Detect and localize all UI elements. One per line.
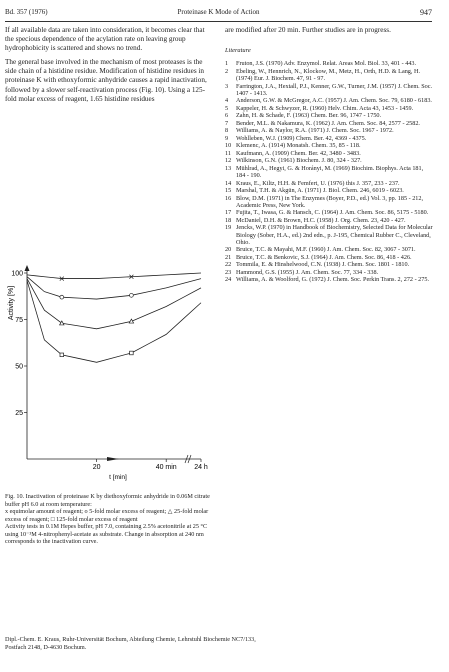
left-column (5, 26, 211, 104)
reference-text: Kappeler, H. & Schwyzer, R. (1960) Helv. Chim. Acta 43, 1453 - 1459. (236, 104, 414, 112)
reference-text: Blow, D.M. (1971) in The Enzymes (Boyer, P.D., ed.) Vol. 3, pp. 185 - 212, Academic Press, New York. (236, 194, 424, 209)
reference-text: Wohlleben, W.J. (1909) Chem. Ber. 42, 4369 - 4375. (236, 134, 367, 142)
reference-number: 17 (225, 209, 232, 217)
reference-item (225, 112, 433, 119)
reference-number: 11 (225, 149, 231, 157)
reference-number: 8 (225, 127, 229, 135)
right-column (225, 26, 433, 284)
reference-item (225, 150, 433, 157)
series-1 (27, 277, 201, 299)
reference-text: Anderson, G.W. & McGregor, A.C. (1957) J. Am. Chem. Soc. 79, 6180 - 6183. (236, 97, 432, 105)
reference-text: Klemenc, A. (1914) Monatsh. Chem. 35, 85 - 118. (236, 142, 361, 150)
literature-heading: Literature (225, 47, 251, 55)
series-line (27, 279, 201, 329)
reference-item (225, 120, 433, 127)
reference-number: 9 (225, 134, 229, 142)
reference-text: Bender, M.L. & Nakamura, K. (1962) J. Am. Chem. Soc. 84, 2577 - 2582. (236, 119, 420, 127)
reference-number: 7 (225, 119, 229, 127)
y-axis-label: Activity [%] (8, 285, 15, 321)
reference-text: Williams, A. & Woolford, G. (1972) J. Chem. Soc. Perkin Trans. 2, 272 - 275. (236, 276, 430, 284)
x-axis-unit-label: t [min] (109, 474, 127, 481)
data-point (60, 295, 64, 299)
reference-number: 18 (225, 216, 232, 224)
reference-item (225, 180, 433, 187)
reference-number: 24 (225, 276, 232, 284)
figure-caption (5, 493, 213, 546)
x-tick-label: 40 min (155, 464, 177, 471)
body-paragraph-2: The general base involved in the mechanism of most proteases is the side chain of a histidine residue. Modification of histidine residues in proteinase K with ethoxyformic anhydride causes a rapid inactivation, followed by a slower self-reactivation process (Fig. 10). Using a 125-fold molar excess of reagent, 1.65 histidine residues (5, 58, 207, 103)
reference-text: Wilkinson, G.N. (1961) Biochem. J. 80, 324 - 327. (236, 157, 362, 165)
reference-text: Tommila, E. & Hinshelwood, C.N. (1938) J. Chem. Soc. 1801 - 1810. (236, 261, 410, 269)
y-tick-label: 25 (15, 410, 23, 417)
reference-item (225, 246, 433, 253)
reference-text: Farrington, J.A., Hextall, P.J., Kenner, G.W., Turner, J.M. (1957) J. Chem. Soc. 1407 - 1413. (236, 82, 433, 97)
reference-item (225, 127, 433, 134)
reference-item (225, 195, 433, 210)
chart-tick-labels (11, 271, 208, 472)
reference-item (225, 276, 433, 283)
reference-text: Zahn, H. & Schade, F. (1963) Chem. Ber. 96, 1747 - 1750. (236, 112, 382, 120)
reference-number: 20 (225, 246, 232, 254)
address-line-1: Dipl.-Chem. E. Kraus, Ruhr-Universität Bochum, Abteilung Chemie, Lehrstuhl Biochemie NC7/133, (5, 636, 256, 643)
series-0 (27, 273, 201, 281)
data-point (60, 353, 64, 357)
reference-text: Hammond, G.S. (1955) J. Am. Chem. Soc. 77, 334 - 338. (236, 268, 379, 276)
y-tick-label: 50 (15, 363, 23, 371)
reference-text: Marshal, T.H. & Akgün, A. (1971) J. Biol. Chem. 246, 6019 - 6023. (236, 187, 404, 195)
reference-text: Fruton, J.S. (1970) Adv. Enzymol. Relat. Areas Mol. Biol. 33, 401 - 443. (236, 60, 417, 68)
page-number: 947 (420, 8, 432, 17)
caption-method: Activity tests in 0.1M Hepes buffer, pH 7.0, containing 2.5% acetonitrile at 25 °C using 10⁻³M 4-nitrophenyl-acetate as substrate. Change in absorption at 240 nm corresponds to the inactivation curve. (5, 523, 208, 545)
series-line (27, 273, 201, 279)
x-axis-arrow (107, 457, 119, 461)
running-header (5, 8, 432, 20)
address-line-2: Postfach 2148, D-4630 Bochum. (5, 643, 87, 651)
reference-number: 15 (225, 187, 232, 195)
y-tick-label: 75 (15, 317, 23, 324)
reference-number: 19 (225, 224, 232, 232)
chart-series (27, 273, 201, 362)
y-axis-arrow (25, 265, 30, 271)
reference-number: 1 (225, 60, 229, 68)
x-tick-label: 24 h (194, 464, 208, 471)
reference-list (225, 60, 433, 283)
x-tick-label: 20 (92, 464, 101, 471)
reference-item (225, 83, 433, 98)
reference-item (225, 68, 433, 83)
series-line (27, 277, 201, 299)
caption-title: Fig. 10. Inactivation of proteinase K by diethoxyformic anhydride in 0.06M citrate buffer pH 6.0 at room temperature: (5, 493, 210, 508)
reference-item (225, 217, 433, 224)
reference-number: 4 (225, 97, 229, 105)
reference-number: 5 (225, 104, 229, 112)
reference-text: Mühlrad, A., Hegyi, G. & Horányi, M. (1969) Biochim. Biophys. Acta 181, 184 - 190. (236, 164, 424, 180)
reference-number: 10 (225, 142, 232, 150)
figure-10-chart (5, 263, 215, 493)
reference-item (225, 269, 433, 276)
reference-item (225, 157, 433, 164)
reference-text: Fujita, T., Iwasa, G. & Hansch, C. (1964) J. Am. Chem. Soc. 86, 5175 - 5180. (236, 209, 429, 217)
running-title: Proteinase K Mode of Action (177, 8, 260, 16)
reference-number: 14 (225, 179, 232, 187)
reference-number: 6 (225, 112, 229, 120)
reference-text: Kaufmann, A. (1909) Chem. Ber. 42, 3480 - 3483. (236, 149, 361, 157)
reference-item (225, 254, 433, 261)
reference-text: Ebeling, W., Hennrich, N., Klockow, M., Metz, H., Orth, H.D. & Lang, H. (1974) Eur. J. Biochem. 47, 91 - 97. (236, 67, 420, 83)
reference-text: Bruice, T.C. & Mayahi, M.F. (1960) J. Am. Chem. Soc. 82, 3067 - 3071. (236, 246, 416, 254)
data-point (60, 321, 64, 325)
reference-item (225, 261, 433, 268)
reference-number: 12 (225, 157, 232, 165)
author-address (5, 636, 305, 651)
body-paragraph-3: are modified after 20 min. Further studies are in progress. (225, 26, 391, 34)
data-point (130, 293, 134, 297)
series-3 (27, 280, 201, 362)
reference-number: 13 (225, 164, 232, 172)
reference-item (225, 105, 433, 112)
reference-item (225, 97, 433, 104)
header-rule (5, 21, 432, 22)
reference-text: Williams, A. & Naylor, R.A. (1971) J. Chem. Soc. 1967 - 1972. (236, 127, 394, 135)
reference-text: Jencks, W.P. (1970) in Handbook of Biochemistry, Selected Data for Molecular Biology (Sober, H.A., ed.) 2nd edn., p. J-195, Chemical Rubber C., Cleveland, Ohio. (236, 224, 433, 246)
reference-item (225, 135, 433, 142)
reference-text: Kraus, E., Kiltz, H.H. & Femfert, U. (1976) this J. 357, 233 - 237. (236, 179, 400, 187)
reference-number: 2 (225, 67, 229, 75)
reference-item (225, 142, 433, 149)
caption-legend: x equimolar amount of reagent; o 5-fold molar excess of reagent; △ 25-fold molar excess of reagent; □ 125-fold molar excess of reagent (5, 508, 209, 523)
reference-number: 3 (225, 82, 229, 90)
reference-number: 21 (225, 253, 232, 261)
reference-text: McDaniel, D.H. & Brown, H.C. (1958) J. Org. Chem. 23, 420 - 427. (236, 216, 406, 224)
journal-volume: Bd. 357 (1976) (5, 8, 48, 16)
reference-number: 16 (225, 194, 232, 202)
reference-text: Bruice, T.C. & Benkovic, S.J. (1964) J. Am. Chem. Soc. 86, 418 - 426. (236, 253, 412, 261)
chart-axes (25, 265, 202, 463)
reference-number: 23 (225, 268, 232, 276)
data-point (130, 351, 134, 355)
y-tick-label: 100 (11, 270, 23, 278)
body-paragraph-1: If all available data are taken into consideration, it becomes clear that the specious dependence of the acylation rate on leaving group hydrophobicity is scattered and shows no trend. (5, 26, 205, 53)
reference-number: 22 (225, 261, 232, 269)
reference-item (225, 209, 433, 216)
series-2 (27, 279, 201, 329)
series-line (27, 280, 201, 362)
reference-item (225, 187, 433, 194)
reference-item (225, 60, 433, 67)
reference-item (225, 165, 433, 180)
reference-item (225, 224, 433, 246)
